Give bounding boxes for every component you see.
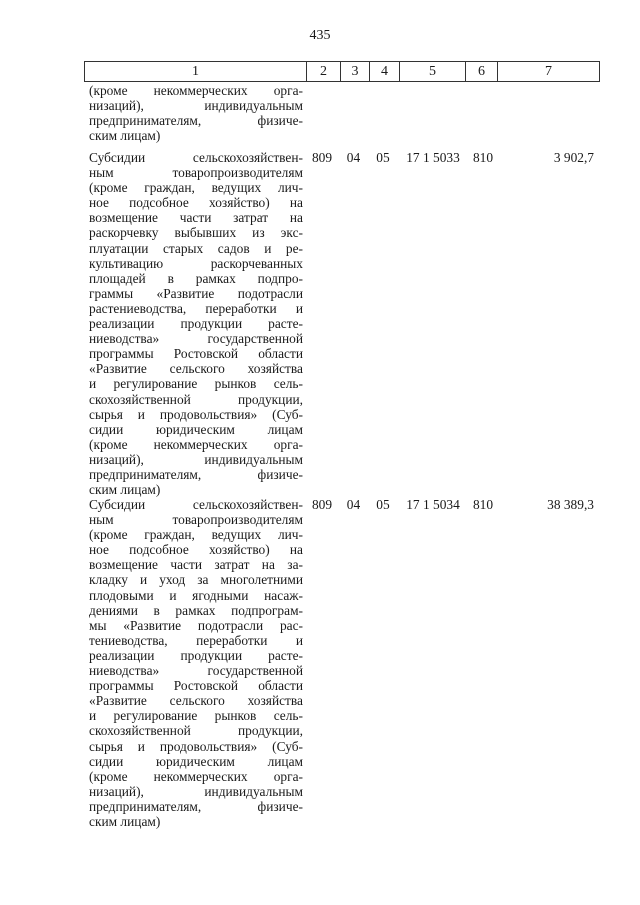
description-line: сырья и продовольствия» (Суб- [89,406,303,422]
column-header-5: 5 [399,62,465,81]
description-line: (кроме некоммерческих орга- [89,768,303,784]
description-line: Субсидии сельскохозяйствен- [89,497,303,512]
row-1-description [89,150,303,497]
row-1-subsection-code: 05 [376,150,390,165]
description-line: сидии юридическим лицам [89,421,303,437]
description-line: граммы «Развитие подотрасли [89,285,303,301]
description-line: дениями в рамках подпрограм- [89,602,303,618]
description-line: низаций), индивидуальным [89,783,303,799]
description-line: ное подсобное хозяйство) на [89,195,303,211]
description-line: ским лицам) [89,813,161,829]
description-line: ное подсобное хозяйство) на [89,542,303,558]
description-line: (кроме граждан, ведущих лич- [89,527,303,543]
description-line: площадей в рамках подпро- [89,270,303,286]
description-line: плодовыми и ягодными насаж- [89,587,303,603]
description-line: и регулирование рынков сель- [89,708,303,724]
description-line: тениеводства, переработки и [89,632,303,648]
column-header-7: 7 [497,62,599,81]
description-line: ским лицам) [89,482,161,498]
description-line: растениеводства, переработки и [89,300,303,316]
description-line: (кроме граждан, ведущих лич- [89,180,303,196]
row-1-expense-type-code: 810 [472,150,494,165]
table-header-row [84,61,600,82]
row-2-subsection-code: 05 [376,497,390,512]
column-header-4: 4 [369,62,399,81]
description-line: ниеводства» государственной [89,663,303,679]
continuation-description [89,83,303,143]
row-1-amount: 3 902,7 [553,150,594,165]
description-line: программы Ростовской области [89,346,303,362]
description-line: предпринимателям, физиче- [89,113,303,129]
description-line: (кроме некоммерческих орга- [89,436,303,452]
row-2-amount: 38 389,3 [547,497,594,512]
description-line: скохозяйственной продукции, [89,391,303,407]
row-2-description [89,497,303,829]
row-2-ministry-code: 809 [311,497,333,512]
description-line: реализации продукции расте- [89,647,303,663]
column-header-3: 3 [340,62,369,81]
description-line: и регулирование рынков сель- [89,376,303,392]
description-line: сидии юридическим лицам [89,753,303,769]
description-line: «Развитие сельского хозяйства [89,361,303,377]
row-1-target-code: 17 1 5033 [406,150,460,165]
description-line: «Развитие сельского хозяйства [89,693,303,709]
description-line: реализации продукции расте- [89,316,303,332]
description-line: сырья и продовольствия» (Суб- [89,738,303,754]
column-header-2: 2 [306,62,340,81]
description-line: кладку и уход за многолетними [89,572,303,588]
column-header-1: 1 [192,64,199,79]
row-1-section-code: 04 [346,150,361,165]
description-line: низаций), индивидуальным [89,451,303,467]
description-line: возмещение части затрат на [89,210,303,226]
row-2-section-code: 04 [346,497,361,512]
description-line: ным товаропроизводителям [89,512,303,528]
description-line: культивацию раскорчеванных [89,255,303,271]
description-line: возмещение части затрат на за- [89,557,303,573]
description-line: мы «Развитие подотрасли рас- [89,617,303,633]
page-number: 435 [309,28,331,43]
description-line: раскорчевку выбывших из экс- [89,225,303,241]
row-1-ministry-code: 809 [311,150,333,165]
description-line: ным товаропроизводителям [89,165,303,181]
description-line: ниеводства» государственной [89,331,303,347]
description-line: низаций), индивидуальным [89,98,303,114]
description-line: предпринимателям, физиче- [89,466,303,482]
column-header-6: 6 [465,62,497,81]
description-line: плуатации старых садов и ре- [89,240,303,256]
description-line: Субсидии сельскохозяйствен- [89,150,303,165]
description-line: ским лицам) [89,128,161,144]
description-line: программы Ростовской области [89,678,303,694]
description-line: (кроме некоммерческих орга- [89,83,303,98]
row-2-target-code: 17 1 5034 [406,497,460,512]
description-line: скохозяйственной продукции, [89,723,303,739]
row-2-expense-type-code: 810 [472,497,494,512]
description-line: предпринимателям, физиче- [89,798,303,814]
